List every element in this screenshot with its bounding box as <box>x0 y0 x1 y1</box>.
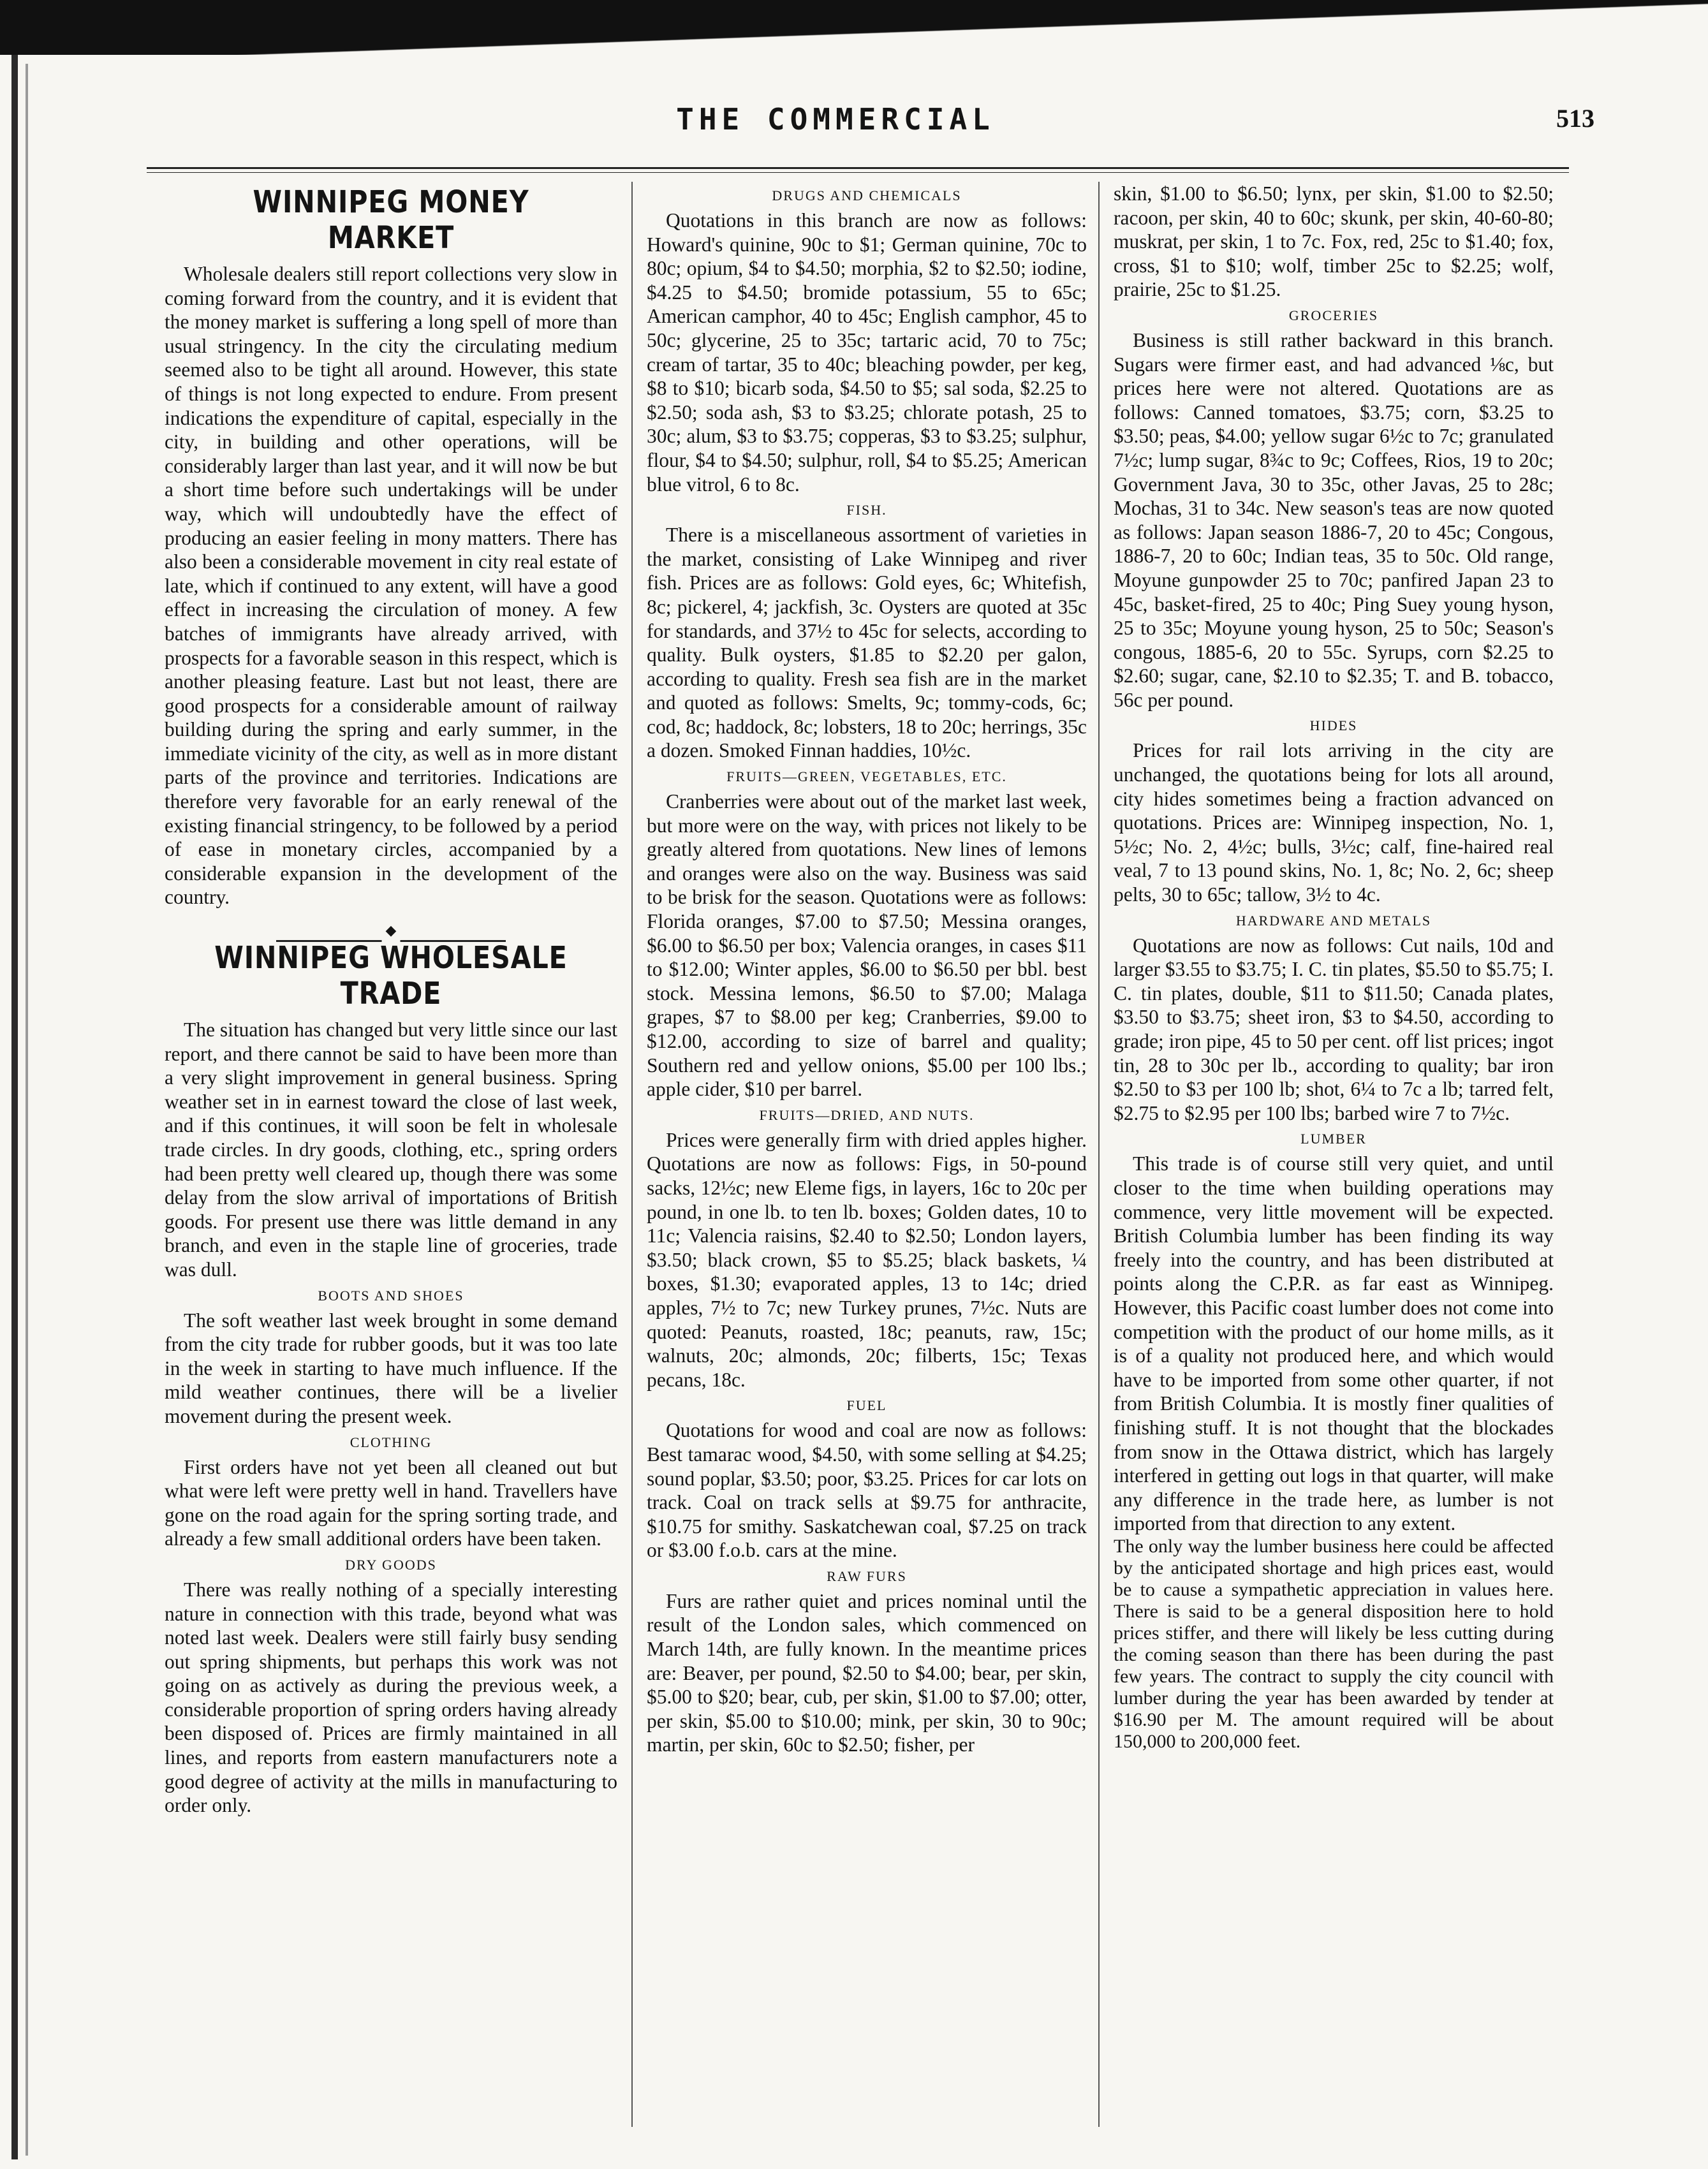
heading-hardware-and-metals: HARDWARE AND METALS <box>1235 912 1432 929</box>
article-lumber-tail: The only way the lumber business here could be affected by the anticipated shortage and high prices east, would be to cause a sympathetic appreciation in values here. There is said to be a general disposition here to hold prices stiffer, and there will likely be less cutting during the coming season than there has been during the past few years. The contract to supply the city council with lumber during the year has been awarded by tender at $16.90 per M. The amount required will be about 150,000 to 200,000 feet. <box>1114 1535 1554 1752</box>
section-divider: ◆ <box>165 918 617 931</box>
page-binding-edge <box>11 55 18 2159</box>
column-2 <box>631 182 1087 2127</box>
article-fuel: Quotations for wood and coal are now as follows: Best tamarac wood, $4.50, with some selling at $4.25; sound poplar, $3.50; poor, $3.25. Prices for car lots on track. Coal on track sells at $9.75 for anthracite, $10.75 for smithy. Saskatchewan coal, $7.25 on track or $3.00 f.o.b. cars at the mine. <box>647 1419 1087 1562</box>
heading-money-market: WINNIPEG MONEY MARKET <box>253 184 529 256</box>
heading-raw-furs: RAW FURS <box>827 1568 907 1584</box>
article-groceries: Business is still rather backward in this branch. Sugars were firmer east, and had advanced ⅛c, but prices here were not altered. Quotations are as follows: Canned tomatoes, $3.75; corn, $3.25 to $3.50; peas, $4.00; yellow sugar 6½c to 7c; granulated 7½c; lump sugar, 8¾c to 9c; Coffees, Rios, 19 to 20c; Government Java, 30 to 35c, other Javas, 25 to 28c; Mochas, 31 to 34c. New season's teas are now quoted as follows: Japan season 1886-7, 20 to 45c; Congous, 1886-7, 20 to 60c; Indian teas, 35 to 50c. Old range, Moyune gunpowder 25 to 70c; panfired Japan 23 to 45c, basket-fired, 25 to 40c; Ping Suey young hyson, 25 to 35c; Moyune young hyson, 25 to 50c; Season's congous, 1885-6, 20 to 55c. Syrups, corn $2.25 to $2.60; sugar, cane, $2.10 to $2.35; T. and B. tobacco, 56c per pound. <box>1114 328 1554 711</box>
article-raw-furs: Furs are rather quiet and prices nominal until the result of the London sales, which commenced on March 14th, are fully known. In the meantime prices are: Beaver, per pound, $2.50 to $4.00; bear, per skin, $5.00 to $20; bear, cub, per skin, $1.00 to $7.00; otter, per skin, $5.00 to $10.00; mink, per skin, 30 to 90c; martin, per skin, 60c to $2.50; fisher, per <box>647 1589 1087 1756</box>
heading-groceries: GROCERIES <box>1288 307 1379 323</box>
page-binding-shadow <box>26 64 28 2156</box>
article-fruits-green: Cranberries were about out of the market last week, but more were on the way, with prices not likely to be greatly altered from quotations. New lines of lemons and oranges were also on the way. Business was said to be brisk for the season. Quotations were as follows: Florida oranges, $7.00 to $7.50; Messina oranges, $6.00 to $6.50 per box; Valencia oranges, in cases $11 to $12.00; Winter apples, $6.00 to $6.50 per bbl. best stock. Messina lemons, $6.50 to $7.00; Malaga grapes, $7 to $8.00 per keg; Cranberries, $9.00 to $12.00, according to size of barrel and quality; Southern red and yellow onions, $5.00 per 100 lbs.; apple cider, $10 per barrel. <box>647 790 1087 1101</box>
heading-fuel: FUEL <box>846 1397 887 1414</box>
column-1 <box>165 182 617 1818</box>
article-money-market: Wholesale dealers still report collections very slow in coming forward from the country, and it is evident that the money market is suffering a long spell of more than usual stringency. In the city the circulating medium seemed also to be tight all around. However, this state of things is not long expected to endure. From present indications the expenditure of capital, especially in the city, in building and other operations, will be considerably larger than last year, and it will now be but a short time before such undertakings will be under way, which will undoubtedly have the effect of producing an easier feeling in mony matters. There has also been a considerable movement in city real estate of late, which if continued to any extent, will have a good effect in increasing the circulation of money. A few batches of immigrants have already arrived, with prospects for a favorable season in this respect, which is another pleasing feature. Last but not least, there are good prospects for a considerable amount of railway building during the spring and early summer, in the immediate vicinity of the city, as well as in more distant parts of the province and territories. Indications are therefore very favorable for an early renewal of the existing financial stringency, to be followed by a period of ease in monetary circles, accompanied by a considerable expansion in the development of the country. <box>165 263 617 909</box>
heading-fruits-green: FRUITS—GREEN, VEGETABLES, ETC. <box>726 768 1007 785</box>
article-hides: Prices for rail lots arriving in the city are unchanged, the quotations being for lots all around, city hides sometimes being a fraction advanced on quotations. Prices are: Winnipeg inspection, No. 1, 5½c; No. 2, 4½c; bulls, 3½c; calf, fine-haired real veal, 7 to 13 pound skins, No. 1, 8c; No. 2, 6c; sheep pelts, 30 to 65c; tallow, 3½ to 4c. <box>1114 739 1554 906</box>
article-drugs-and-chemicals: Quotations in this branch are now as follows: Howard's quinine, 90c to $1; German quinine, 70c to 80c; opium, $4 to $4.50; morphia, $2 to $2.50; iodine, $4.25 to $4.50; bromide potassium, 55 to 65c; American camphor, 40 to 45c; English camphor, 45 to 50c; glycerine, 25 to 35c; tartaric acid, 70 to 75c; cream of tartar, 35 to 40c; bleaching powder, per keg, $8 to $10; bicarb soda, $4.50 to $5; sal soda, $2.25 to $2.50; soda ash, $3 to $3.25; chlorate potash, 25 to 30c; alum, $3 to $3.75; copperas, $3 to $3.25; sulphur, flour, $4 to $4.50; sulphur, roll, $4 to $5.25; American blue vitrol, 6 to 8c. <box>647 209 1087 496</box>
article-clothing: First orders have not yet been all cleaned out but what were left were pretty well in hand. Travellers have gone on the road again for the spring sorting trade, and already a few small additional orders have been taken. <box>165 1455 617 1550</box>
page-number: 513 <box>1556 104 1594 133</box>
article-wholesale-trade: The situation has changed but very little since our last report, and there cannot be said to have been more than a very slight improvement in general business. Spring weather set in in earnest toward the close of last week, and if this continues, it will soon be felt in wholesale trade circles. In dry goods, clothing, etc., spring orders had been pretty well cleared up, though there was some delay from the slow arrival of importations of British goods. For present use there was little demand in any branch, and even in the staple line of groceries, trade was dull. <box>165 1018 617 1281</box>
heading-fruits-dried: FRUITS—DRIED, AND NUTS. <box>759 1107 975 1123</box>
heading-hides: HIDES <box>1309 717 1358 734</box>
header-rule-thin <box>147 172 1569 173</box>
heading-clothing: CLOTHING <box>350 1434 432 1450</box>
heading-fish: FISH. <box>846 502 887 518</box>
page-header <box>77 102 1594 147</box>
article-fish: There is a miscellaneous assortment of varieties in the market, consisting of Lake Winnipeg and river fish. Prices are as follows: Gold eyes, 6c; Whitefish, 8c; pickerel, 4; jackfish, 3c. Oysters are quoted at 35c for standards, and 37½ to 45c for selects, according to quality. Bulk oysters, $1.85 to $2.20 per galon, according to quality. Fresh sea fish are in the market and quoted as follows: Smelts, 9c; tommy-cods, 6c; cod, 8c; haddock, 8c; lobsters, 18 to 20c; herrings, 35c a dozen. Smoked Finnan haddies, 10½c. <box>647 524 1087 762</box>
header-rule <box>147 167 1569 169</box>
page-top-edge <box>0 0 1708 55</box>
article-fruits-dried: Prices were generally firm with dried apples higher. Quotations are now as follows: Figs, in 50-pound sacks, 12½c; new Eleme figs, in layers, 16c to 20c per pound, in one lb. to ten lb. boxes; Golden dates, 10 to 11c; Valencia raisins, $2.40 to $2.50; London layers, $3.50; black crown, $5 to $5.25; black baskets, ¼ boxes, $1.30; evaporated apples, 13 to 14c; dried apples, 7½ to 7c; new Turkey prunes, 7½c. Nuts are quoted: Peanuts, roasted, 18c; peanuts, raw, 15c; walnuts, 20c; almonds, 20c; filberts, 15c; Texas pecans, 18c. <box>647 1128 1087 1391</box>
heading-boots-and-shoes: BOOTS AND SHOES <box>318 1287 464 1304</box>
masthead: THE COMMERCIAL <box>676 102 995 136</box>
heading-wholesale-trade: WINNIPEG WHOLESALE TRADE <box>214 940 568 1012</box>
heading-drugs-and-chemicals: DRUGS AND CHEMICALS <box>772 187 962 203</box>
article-boots-and-shoes: The soft weather last week brought in some demand from the city trade for rubber goods, but it was too late in the week in starting to have much influence. If the mild weather continues, there will be a livelier movement during the present week. <box>165 1309 617 1427</box>
article-lumber: This trade is of course still very quiet, and until closer to the time when building operations may commence, very little movement will be expected. British Columbia lumber has been finding its way freely into the country, and has been distributed at points along the C.P.R. as far east as Winnipeg. However, this Pacific coast lumber does not come into competition with the product of our home mills, as it is of a quality not produced here, and which would have to be imported from some other quarter, if not from British Columbia. It is mostly finer qualities of finishing stuff. It is not thought that the blockades from snow in the Ottawa district, which has largely interfered in getting out logs in that quarter, will make any difference in the trade here, as lumber is not imported from that direction to any extent. <box>1114 1152 1554 1535</box>
article-dry-goods: There was really nothing of a specially interesting nature in connection with this trade, beyond what was noted last week. Dealers were still fairly busy sending out spring shipments, but perhaps this work was not going on as actively as during the previous week, a considerable proportion of spring orders having already been disposed of. Prices are firmly maintained in all lines, and reports from eastern manufacturers note a good degree of activity at the mills in manufacturing to order only. <box>165 1578 617 1817</box>
column-3 <box>1098 182 1554 2127</box>
heading-lumber: LUMBER <box>1300 1131 1367 1147</box>
article-hardware-and-metals: Quotations are now as follows: Cut nails, 10d and larger $3.55 to $3.75; I. C. tin plates, $5.50 to $5.75; I. C. tin plates, double, $11 to $11.50; Canada plates, $3.50 to $3.75; sheet iron, $3 to $4.50, according to grade; iron pipe, 45 to 50 per cent. off list prices; ingot tin, 28 to 30c per lb., according to quality; bar iron $2.50 to $3 per 100 lb; shot, 6¼ to 7c a lb; tarred felt, $2.75 to $2.95 per 100 lbs; barbed wire 7 to 7½c. <box>1114 934 1554 1124</box>
heading-dry-goods: DRY GOODS <box>345 1556 437 1573</box>
article-raw-furs-continued: skin, $1.00 to $6.50; lynx, per skin, $1.00 to $2.50; racoon, per skin, 40 to 60c; skunk, per skin, 40-60-80; muskrat, per skin, 1 to 7c. Fox, red, 25c to $1.40; fox, cross, $1 to $10; wolf, timber 25c to $2.25; wolf, prairie, 25c to $1.25. <box>1114 182 1554 301</box>
